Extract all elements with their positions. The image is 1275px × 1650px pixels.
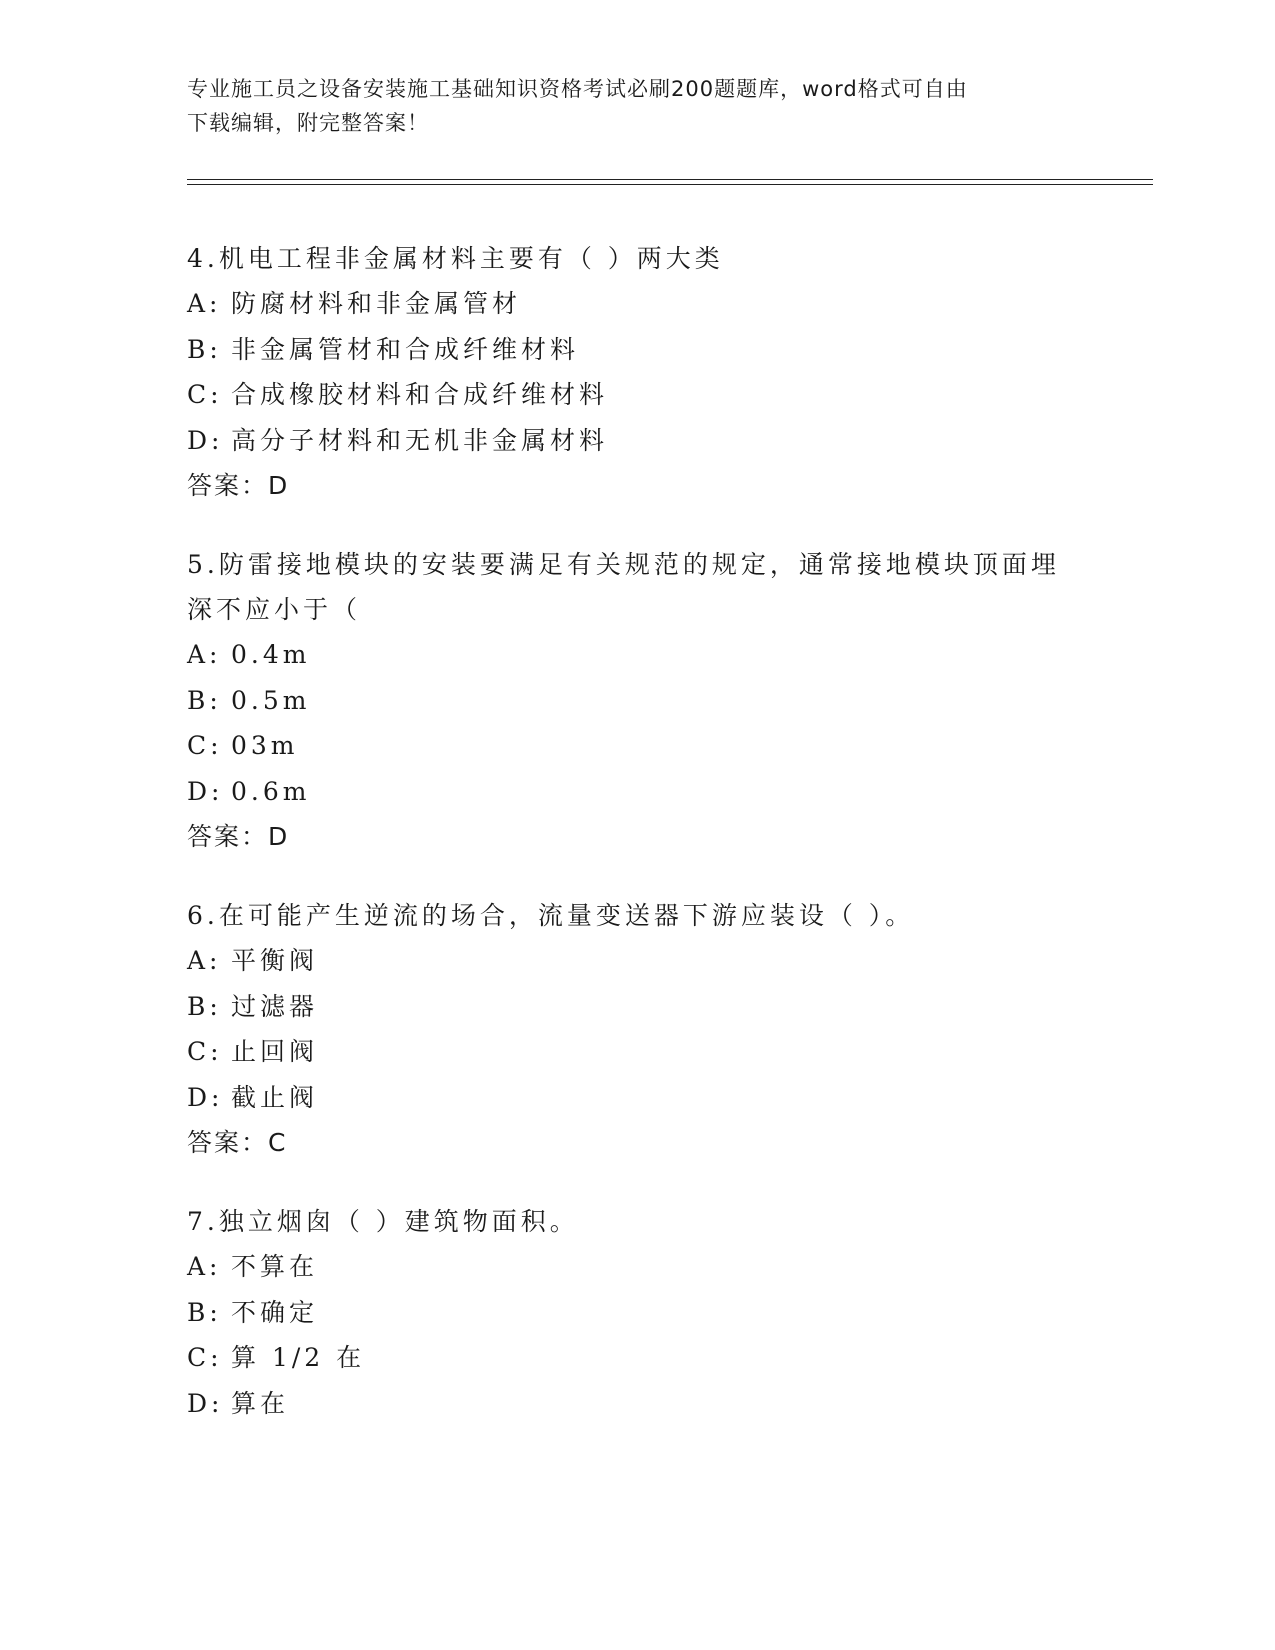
option-a [187,632,1087,678]
header-divider-bottom [187,184,1153,185]
question-stem: 5.防雷接地模块的安装要满足有关规范的规定，通常接地模块顶面埋深不应小于（ [187,550,1060,624]
option-c [187,1335,1087,1381]
option-a [187,281,1087,327]
question-stem: 7.独立烟囱（ ）建筑物面积。 [187,1207,579,1236]
header-line-2: 下载编辑，附完整答案！ [187,111,429,135]
option-text: 过滤器 [231,991,319,1021]
option-letter: D: [187,1082,224,1112]
option-letter: B: [187,1297,222,1327]
answer: 答案：D [187,822,290,851]
option-c [187,372,1087,418]
option-text: 高分子材料和无机非金属材料 [231,425,609,455]
option-letter: B: [187,991,222,1021]
option-text: 截止阀 [231,1082,319,1112]
option-letter: A: [187,1252,222,1281]
question-stem: 6.在可能产生逆流的场合，流量变送器下游应装设（ ）。 [187,901,915,930]
question-list [187,236,1087,1460]
document-header [187,72,1067,140]
option-letter: D: [187,776,224,806]
option-letter: B: [187,334,222,364]
option-letter: A: [187,946,222,975]
option-text: 0.5m [231,685,311,715]
option-letter: C: [187,1037,223,1066]
option-letter: C: [187,1343,223,1372]
option-d [187,1381,1087,1427]
answer: 答案：D [187,471,290,500]
question-stem: 4.机电工程非金属材料主要有（ ）两大类 [187,244,724,273]
option-text: 03m [231,731,299,760]
option-text: 算 1/2 在 [231,1343,366,1372]
question-4 [187,236,1087,508]
option-text: 非金属管材和合成纤维材料 [231,334,580,364]
answer: 答案：C [187,1128,288,1157]
option-c [187,723,1087,769]
option-letter: A: [187,640,222,669]
option-letter: B: [187,685,222,715]
option-b [187,984,1087,1030]
option-text: 不确定 [231,1297,319,1327]
option-b [187,327,1087,373]
question-7 [187,1199,1087,1426]
option-b [187,678,1087,724]
option-text: 防腐材料和非金属管材 [231,289,522,318]
option-text: 0.4m [231,640,311,669]
option-text: 算在 [231,1388,290,1418]
option-b [187,1290,1087,1336]
option-text: 平衡阀 [231,946,319,975]
option-text: 合成橡胶材料和合成纤维材料 [231,380,609,409]
option-letter: A: [187,289,222,318]
question-5 [187,542,1087,859]
option-text: 不算在 [231,1252,319,1281]
option-letter: D: [187,1388,224,1418]
option-letter: C: [187,731,223,760]
option-a [187,938,1087,984]
header-line-1: 专业施工员之设备安装施工基础知识资格考试必刷200题题库，word格式可自由 [187,77,968,101]
option-d [187,769,1087,815]
option-c [187,1029,1087,1075]
option-text: 止回阀 [231,1037,319,1066]
option-a [187,1244,1087,1290]
option-letter: C: [187,380,223,409]
header-divider-top [187,179,1153,180]
question-6 [187,893,1087,1165]
option-text: 0.6m [231,776,311,806]
option-d [187,418,1087,464]
option-d [187,1075,1087,1121]
option-letter: D: [187,425,224,455]
